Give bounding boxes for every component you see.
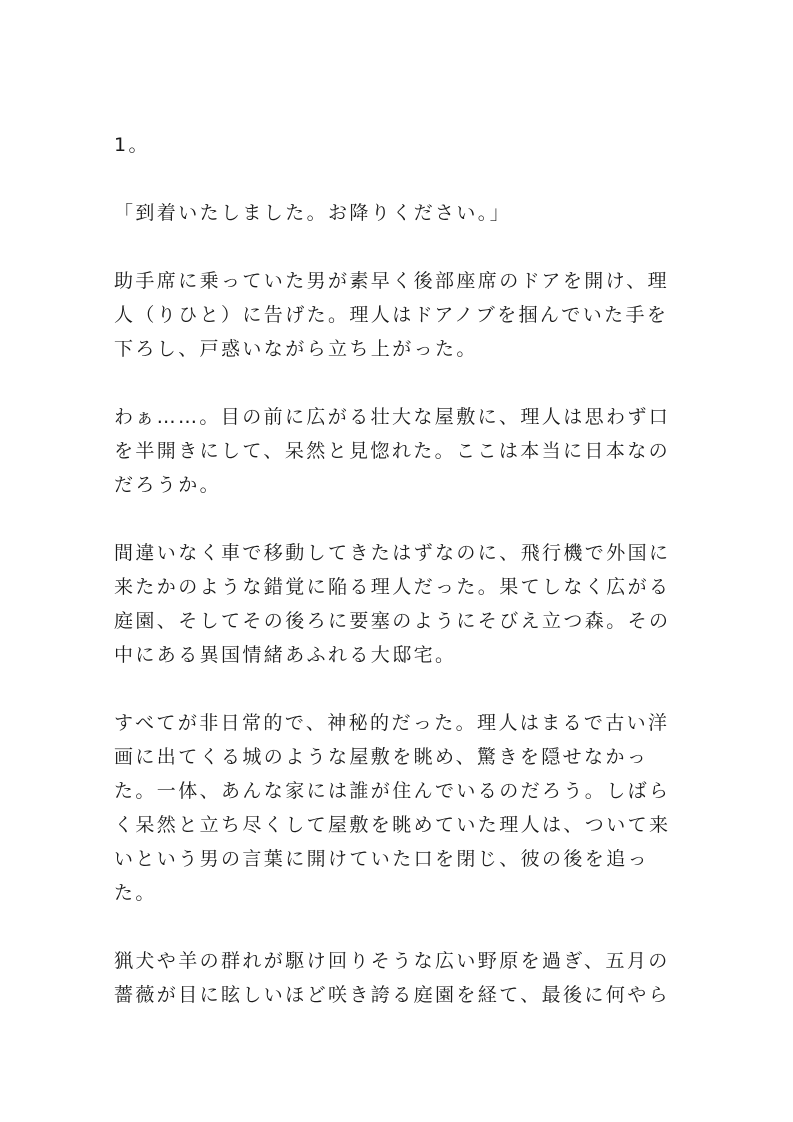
text-line: 猟犬や羊の群れが駆け回りそうな広い野原を過ぎ、五月の [114, 950, 670, 972]
text-line: いという男の言葉に開けていた口を閉じ、彼の後を追っ [114, 848, 650, 870]
text-line: 庭園、そしてその後ろに要塞のようにそびえ立つ森。その [114, 610, 671, 632]
text-line: 「到着いたしました。お降りください。」 [114, 202, 512, 224]
paragraph-6 [114, 944, 684, 1012]
text-line: 来たかのような錯覚に陥る理人だった。果てしなく広がる [114, 576, 671, 598]
text-line: わぁ……。目の前に広がる壮大な屋敷に、理人は思わず口 [114, 406, 671, 428]
paragraph-4 [114, 536, 684, 672]
text-line: 1。 [114, 134, 150, 156]
text-line: 下ろし、戸惑いながら立ち上がった。 [114, 338, 478, 360]
paragraph-2 [114, 264, 684, 366]
body-text [114, 128, 684, 1046]
text-line: く呆然と立ち尽くして屋敷を眺めていた理人は、ついて来 [114, 814, 671, 836]
text-line: 画に出てくる城のような屋敷を眺め、驚きを隠せなかっ [114, 746, 649, 768]
text-line: すべてが非日常的で、神秘的だった。理人はまるで古い洋 [114, 712, 670, 734]
text-line: た。一体、あんな家には誰が住んでいるのだろう。しばら [114, 780, 671, 802]
text-line: 薔薇が目に眩しいほど咲き誇る庭園を経て、最後に何やら [114, 984, 671, 1006]
paragraph-1 [114, 196, 684, 230]
chapter-number [114, 128, 684, 162]
text-line: 間違いなく車で移動してきたはずなのに、飛行機で外国に [114, 542, 671, 564]
text-line: た。 [114, 882, 157, 904]
text-line: 中にある異国情緒あふれる大邸宅。 [114, 644, 457, 666]
paragraph-5 [114, 706, 684, 910]
text-line: だろうか。 [114, 474, 222, 496]
paragraph-3 [114, 400, 684, 502]
text-line: 人（りひと）に告げた。理人はドアノブを掴んでいた手を [114, 304, 669, 326]
text-line: を半開きにして、呆然と見惚れた。ここは本当に日本なの [114, 440, 671, 462]
text-line: 助手席に乗っていた男が素早く後部座席のドアを開け、理 [114, 270, 670, 292]
